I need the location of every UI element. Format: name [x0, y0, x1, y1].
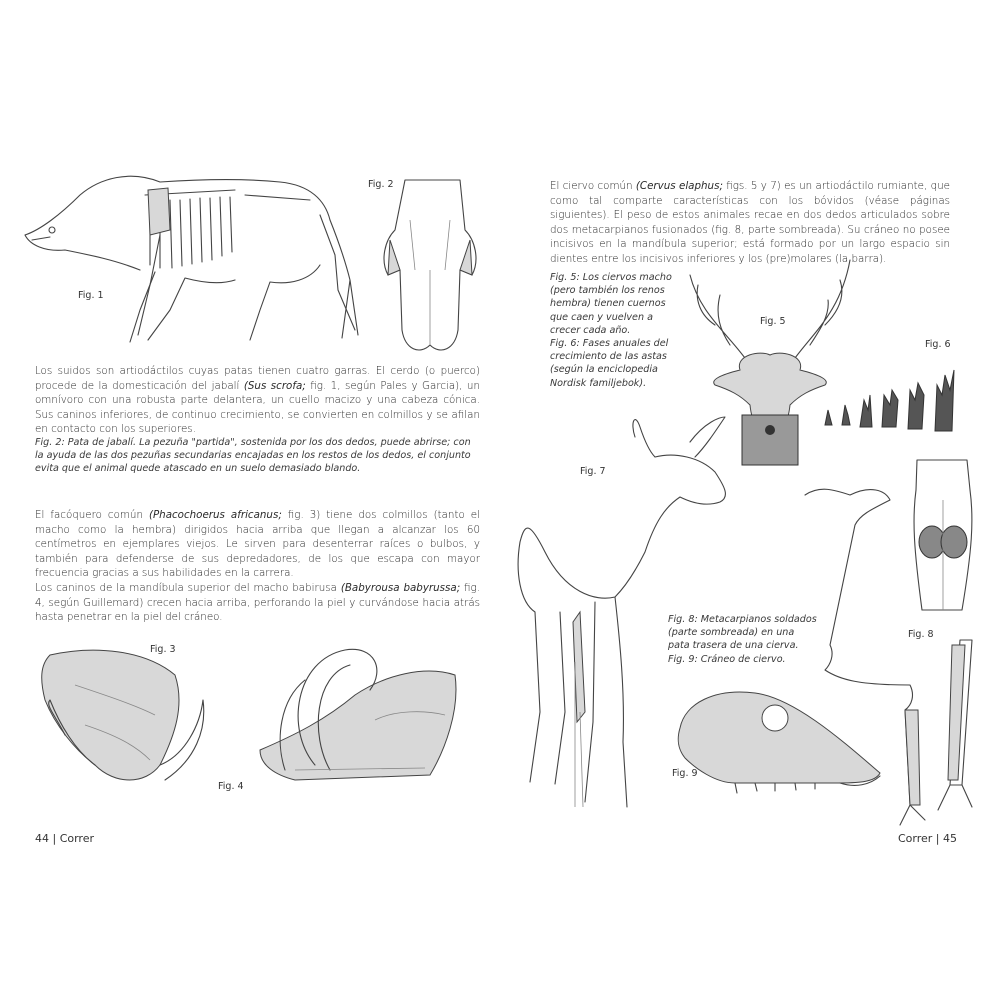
- suidos-paragraph: Los suidos son artiodáctilos cuyas patas tienen cuatro garras. El cerdo (o puerco) procede de la domesticación del jabalí (Sus scrofa; fig. 1, según Pales y Garcia), un omnívoro con una robusta parte delantera, un cuello macizo y una cabeza cónica. Sus caninos inferiores, de continuo crecimiento, se convierten en colmillos y se afilan en contacto con los superiores.: [35, 365, 480, 436]
- fig2-caption: Fig. 2: Pata de jabalí. La pezuña "partida", sostenida por los dos dedos, puede abrirse; con la ayuda de las dos pezuñas secundarias encajadas en los restos de los dedos, el conjunto evita que el animal quede atascado en un suelo demasiado blando.: [35, 437, 471, 475]
- fig3-label: Fig. 3: [150, 644, 176, 655]
- fig9-caption: Fig. 9: Cráneo de ciervo.: [668, 653, 786, 665]
- fig4-label: Fig. 4: [218, 781, 244, 792]
- fig8-fig9-caption: [668, 613, 818, 666]
- fig6-caption: Fig. 6: Fases anuales del crecimiento de las astas (según la enciclopedia Nordisk familjebok).: [550, 338, 669, 389]
- right-page-footer: Correr | 45: [898, 832, 958, 845]
- deer-hoof-illustration: [912, 460, 974, 620]
- antler-phases-illustration: [820, 365, 970, 440]
- fig8-caption: Fig. 8: Metacarpianos soldados (parte sombreada) en una pata trasera de una cierva.: [668, 614, 817, 652]
- fig5-fig6-caption: [550, 271, 680, 390]
- warthog-skull-illustration: [35, 645, 215, 790]
- ciervo-paragraph: El ciervo común (Cervus elaphus; figs. 5 y 7) es un artiodáctilo rumiante, que como tal comparte características con los bóvidos (véase páginas siguientes). El peso de estos animales recae en dos dedos articulados sobre dos metacarpianos fusionados (fig. 8, parte sombreada). Su cráneo no posee incisivos en la mandíbula superior; está formado por un largo espacio sin dientes entre los incisivos inferiores y los (pre)molares (la barra).: [550, 180, 951, 265]
- fig7-label: Fig. 7: [580, 466, 606, 477]
- left-page-footer: 44 | Correr: [35, 832, 95, 845]
- fig6-label: Fig. 6: [925, 339, 951, 350]
- fig1-label: Fig. 1: [78, 290, 104, 301]
- fig5-caption: Fig. 5: Los ciervos macho (pero también los renos hembra) tienen cuernos que caen y vuelven a crecer cada año.: [550, 272, 672, 336]
- deer-skull-illustration: [675, 688, 885, 798]
- facoquero-paragraph: El facóquero común (Phacochoerus africanus; fig. 3) tiene dos colmillos (tanto el macho como la hembra) dirigidos hacia arriba que llegan a alcanzar los 60 centímetros en ejemplares viejos. Le sirven para desenterrar raíces o bulbos, y también para defenderse de sus depredadores, de los que escapa con mayor frecuencia gracias a sus habilidades en la carrera. Los caninos de la mandíbula superior del macho babirusa (Babyrousa babyrussa; fig. 4, según Guillemard) crecen hacia arriba, perforando la piel y curvándose hacia atrás hasta penetrar en la piel del cráneo.: [35, 509, 480, 624]
- fig8-label: Fig. 8: [908, 629, 934, 640]
- boar-skeleton-illustration: [20, 160, 370, 350]
- boar-hoof-illustration: [380, 180, 480, 360]
- fig5-label: Fig. 5: [760, 316, 786, 327]
- fig2-label: Fig. 2: [368, 179, 394, 190]
- babirusa-skull-illustration: [255, 640, 465, 790]
- fig9-label: Fig. 9: [672, 768, 698, 779]
